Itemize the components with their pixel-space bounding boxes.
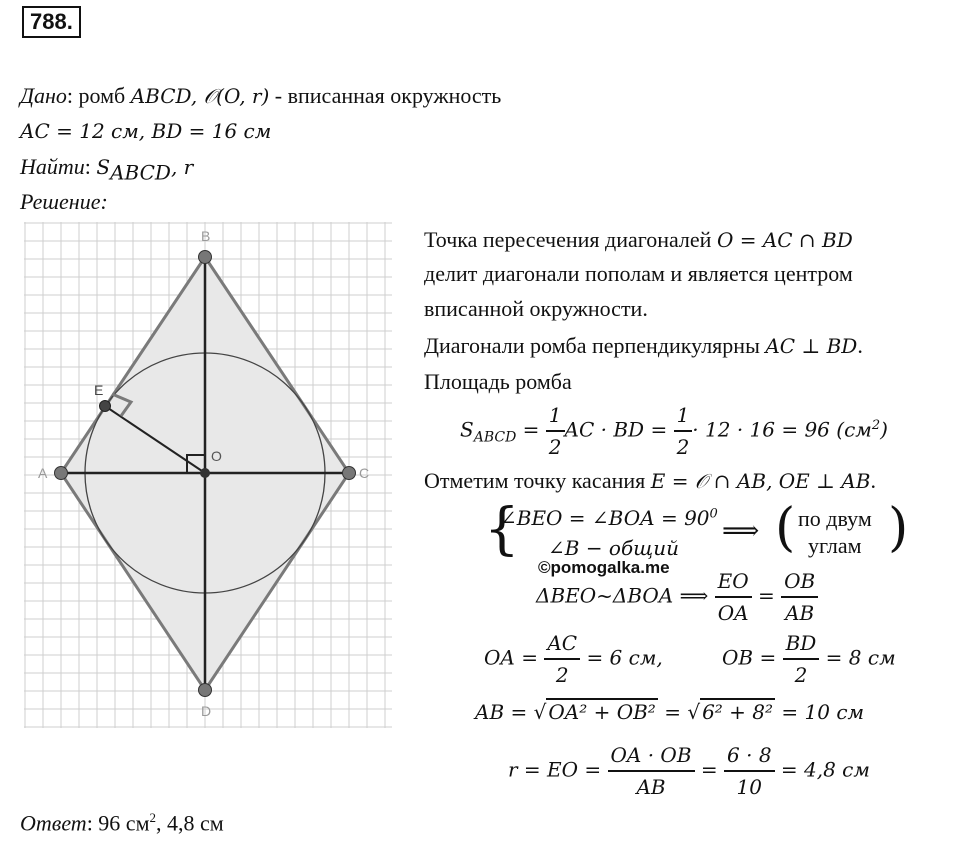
area-eq: = [516,417,546,442]
point-E [100,401,111,412]
r-n1: OA · OB [608,740,695,772]
system-brace: { [484,497,520,562]
find-sep: : [84,154,97,179]
given-math: ABCD, 𝒪(O, r) [130,84,270,108]
para-4-dot: . [870,468,876,493]
ob-frac [783,628,820,690]
r-line [508,740,870,802]
area-formula [460,400,888,462]
label-C: C [359,465,370,481]
para-1a-math: O = AC ∩ BD [716,228,853,252]
r-d2: 10 [736,775,762,799]
area-s: S [460,417,474,442]
point-C [343,467,356,480]
r-d1: AB [636,775,666,799]
answer-sup: 2 [149,810,156,825]
para-3: Площадь ромба [424,369,572,394]
r-n2: 6 · 8 [724,740,775,772]
label-B: B [201,228,211,244]
find-sub: ABCD [110,160,171,185]
system-line-1-text: ∠BEO = ∠BOA = 90 [500,506,710,530]
para-1b: делит диагонали пополам и является центром [424,261,853,286]
para-1a-text: Точка пересечения диагоналей [424,227,717,252]
watermark: ©pomogalka.me [538,558,670,577]
ob-n: BD [783,628,820,660]
area-n2: 1 [674,400,693,432]
label-D: D [201,703,212,719]
ob-right: = 8 см [825,645,896,670]
ab-root-2: √ [687,700,701,724]
given-tail: - вписанная окружность [269,83,502,108]
answer-label: Ответ [20,810,87,836]
area-n1: 1 [546,400,565,432]
oa-right: = 6 см, [586,645,663,670]
system-line-1-sup: 0 [709,506,718,522]
answer-text: : 96 см [86,810,150,836]
solution-label: Решение: [20,189,108,214]
given-label: Дано [20,83,67,108]
point-A [55,467,68,480]
given-line-2: AC = 12 см, BD = 16 см [20,119,272,143]
area-mid: AC · BD = [564,417,674,442]
reason-paren-left: ( [775,498,796,558]
r-frac-2 [724,740,775,802]
ab-line [475,700,864,724]
r-frac-1 [608,740,695,802]
point-O [200,468,210,478]
r-left: r = EO = [508,757,602,782]
para-4 [424,467,876,495]
find-line [20,153,193,186]
ab-root: √ [533,700,547,724]
ab-radicand-2: 6² + 8² [702,700,774,724]
oa-d: 2 [555,663,569,687]
oa-frac [544,628,580,690]
oa-left: OA = [484,645,538,670]
area-sup: 2 [871,417,881,433]
area-frac-2 [674,400,693,462]
sim-frac-1 [715,566,752,628]
label-A: A [38,465,48,481]
reason-paren-right: ) [888,498,909,558]
oa-line [484,628,663,690]
sim-frac-2 [781,566,818,628]
area-d1: 2 [548,435,562,459]
similarity-line [536,566,818,628]
ab-radicand: OA² + OB² [548,700,656,724]
find-tail: , r [170,155,194,179]
system-line-1 [500,506,718,530]
ab-right: = 10 см [781,700,865,724]
sim-d2: AB [785,601,815,625]
sim-d1: OA [717,601,749,625]
ob-left: OB = [722,645,777,670]
para-2-math: AC ⊥ BD [765,334,858,358]
point-B [199,251,212,264]
r-eq: = [700,757,718,782]
label-O: O [211,448,222,464]
oa-n: AC [544,628,580,660]
ab-eq: = [664,700,681,724]
label-E: E [94,382,104,398]
sim-eq: = [758,583,775,608]
point-D [199,684,212,697]
para-4-text: Отметим точку касания [424,468,651,493]
area-sub: ABCD [473,429,517,446]
system-line-2: ∠B − общий [548,536,679,560]
implies-arrow: ⟹ [722,516,760,545]
reason-line-2: углам [808,533,862,558]
area-tail: · 12 · 16 = 96 (см [692,417,872,442]
r-right: = 4,8 см [780,757,870,782]
given-text: : ромб [66,83,131,108]
area-frac-1 [546,400,565,462]
find-label: Найти [20,154,85,179]
sim-left: ΔBEO~ΔBOA ⟹ [536,583,709,608]
ob-line [722,628,896,690]
ob-d: 2 [794,663,808,687]
area-close: ) [880,417,888,442]
para-2 [424,332,863,360]
problem-number: 788. [22,6,81,38]
para-2-dot: . [857,333,863,358]
sim-n2: OB [781,566,818,598]
answer-tail: , 4,8 см [156,810,224,836]
ab-left: AB = [475,700,528,724]
para-2-text: Диагонали ромба перпендикулярны [424,333,766,358]
para-1c: вписанной окружности. [424,296,648,321]
given-line-1 [20,82,501,110]
reason-line-1: по двум [798,506,872,531]
area-d2: 2 [676,435,690,459]
find-s: S [96,155,111,179]
sim-n1: EO [715,566,752,598]
rhombus-figure [24,222,392,728]
answer-line [20,804,224,837]
para-1a [424,226,853,254]
para-4-math: E = 𝒪 ∩ AB, OE ⊥ AB [650,469,871,493]
solution-label-text: Решение [20,189,101,214]
